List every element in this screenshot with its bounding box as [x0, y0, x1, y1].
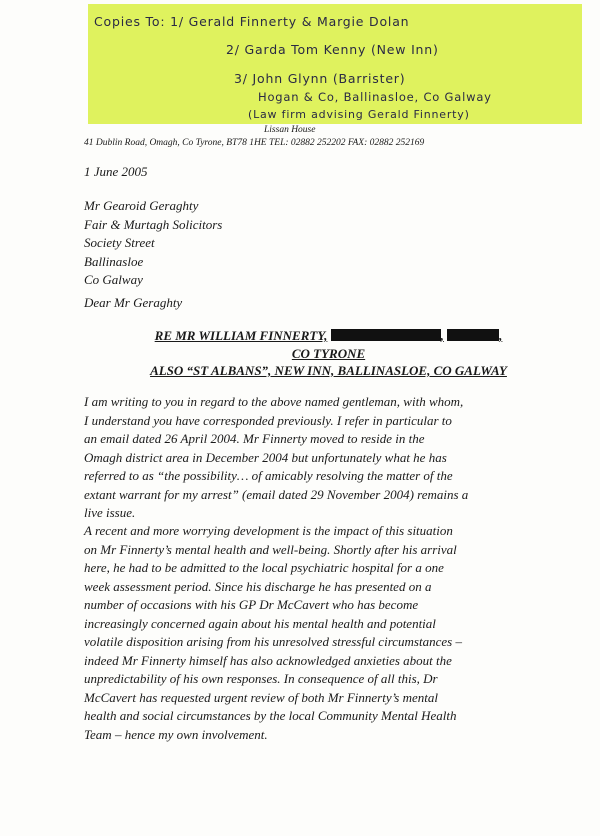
salutation: Dear Mr Geraghty [84, 295, 183, 310]
redaction-bar [447, 329, 499, 341]
subject-sep-1: , [440, 328, 444, 343]
subject-line-3: ALSO “ST ALBANS”, NEW INN, BALLINASLOE, CO GALWAY [150, 363, 507, 378]
note-line-4: Hogan & Co, Ballinasloe, Co Galway [258, 90, 492, 104]
paragraph-line: indeed Mr Finnerty himself has also acknowledged anxieties about the [84, 652, 452, 668]
paragraph-line: A recent and more worrying development is the impact of this situation [84, 523, 453, 538]
recipient-county: Co Galway [84, 272, 143, 287]
paragraph-line: McCavert has requested urgent review of both Mr Finnerty’s mental [84, 689, 438, 705]
paragraph-line: extant warrant for my arrest” (email dated 29 November 2004) remains a [84, 486, 469, 502]
recipient-address [84, 197, 222, 290]
paragraph-line: volatile disposition arising from his unresolved stressful circumstances – [84, 634, 462, 649]
note-line-1: Copies To: 1/ Gerald Finnerty & Margie Dolan [94, 14, 410, 29]
paragraph-1 [84, 393, 574, 523]
paragraph-line: here, he had to be admitted to the local psychiatric hospital for a one [84, 560, 444, 575]
paragraph-line: increasingly concerned again about his mental health and potential [84, 615, 436, 631]
recipient-street: Society Street [84, 235, 155, 250]
paragraph-line: week assessment period. Since his discharge he has presented on a [84, 578, 432, 594]
handwritten-copies-note [88, 4, 582, 124]
recipient-firm: Fair & Murtagh Solicitors [84, 216, 223, 232]
paragraph-2 [84, 522, 574, 744]
letter-date: 1 June 2005 [84, 164, 148, 179]
subject-line-2: CO TYRONE [291, 345, 366, 361]
note-line-2: 2/ Garda Tom Kenny (New Inn) [226, 42, 439, 57]
letterhead-address: 41 Dublin Road, Omagh, Co Tyrone, BT78 1HE TEL: 02882 252202 FAX: 02882 252169 [84, 138, 425, 148]
paragraph-line: an email dated 26 April 2004. Mr Finnerty moved to reside in the [84, 431, 425, 446]
paragraph-line: number of occasions with his GP Dr McCavert who has become [84, 597, 419, 612]
subject-line-1 [84, 327, 573, 345]
subject-heading [84, 327, 573, 380]
paragraph-line: I am writing to you in regard to the above named gentleman, with whom, [84, 394, 464, 409]
paragraph-line: Team – hence my own involvement. [84, 726, 268, 742]
subject-part-1: RE MR WILLIAM FINNERTY, [154, 328, 328, 343]
redaction-bar [331, 329, 441, 341]
paragraph-line: I understand you have corresponded previously. I refer in particular to [84, 412, 452, 428]
paragraph-line: unpredictability of his own responses. In consequence of all this, Dr [84, 671, 438, 686]
paragraph-line: live issue. [84, 505, 136, 520]
letterhead-name: Lissan House [264, 125, 316, 135]
paragraph-line: on Mr Finnerty’s mental health and well-being. Shortly after his arrival [84, 541, 457, 557]
paragraph-line: referred to as “the possibility… of amicably resolving the matter of the [84, 468, 453, 483]
note-line-3: 3/ John Glynn (Barrister) [234, 71, 406, 86]
subject-sep-2: , [499, 328, 503, 343]
recipient-name: Mr Gearoid Geraghty [84, 198, 199, 213]
paragraph-line: Omagh district area in December 2004 but unfortunately what he has [84, 449, 447, 465]
paragraph-line: health and social circumstances by the local Community Mental Health [84, 708, 457, 723]
recipient-town: Ballinasloe [84, 253, 144, 269]
note-line-5: (Law firm advising Gerald Finnerty) [248, 108, 470, 121]
